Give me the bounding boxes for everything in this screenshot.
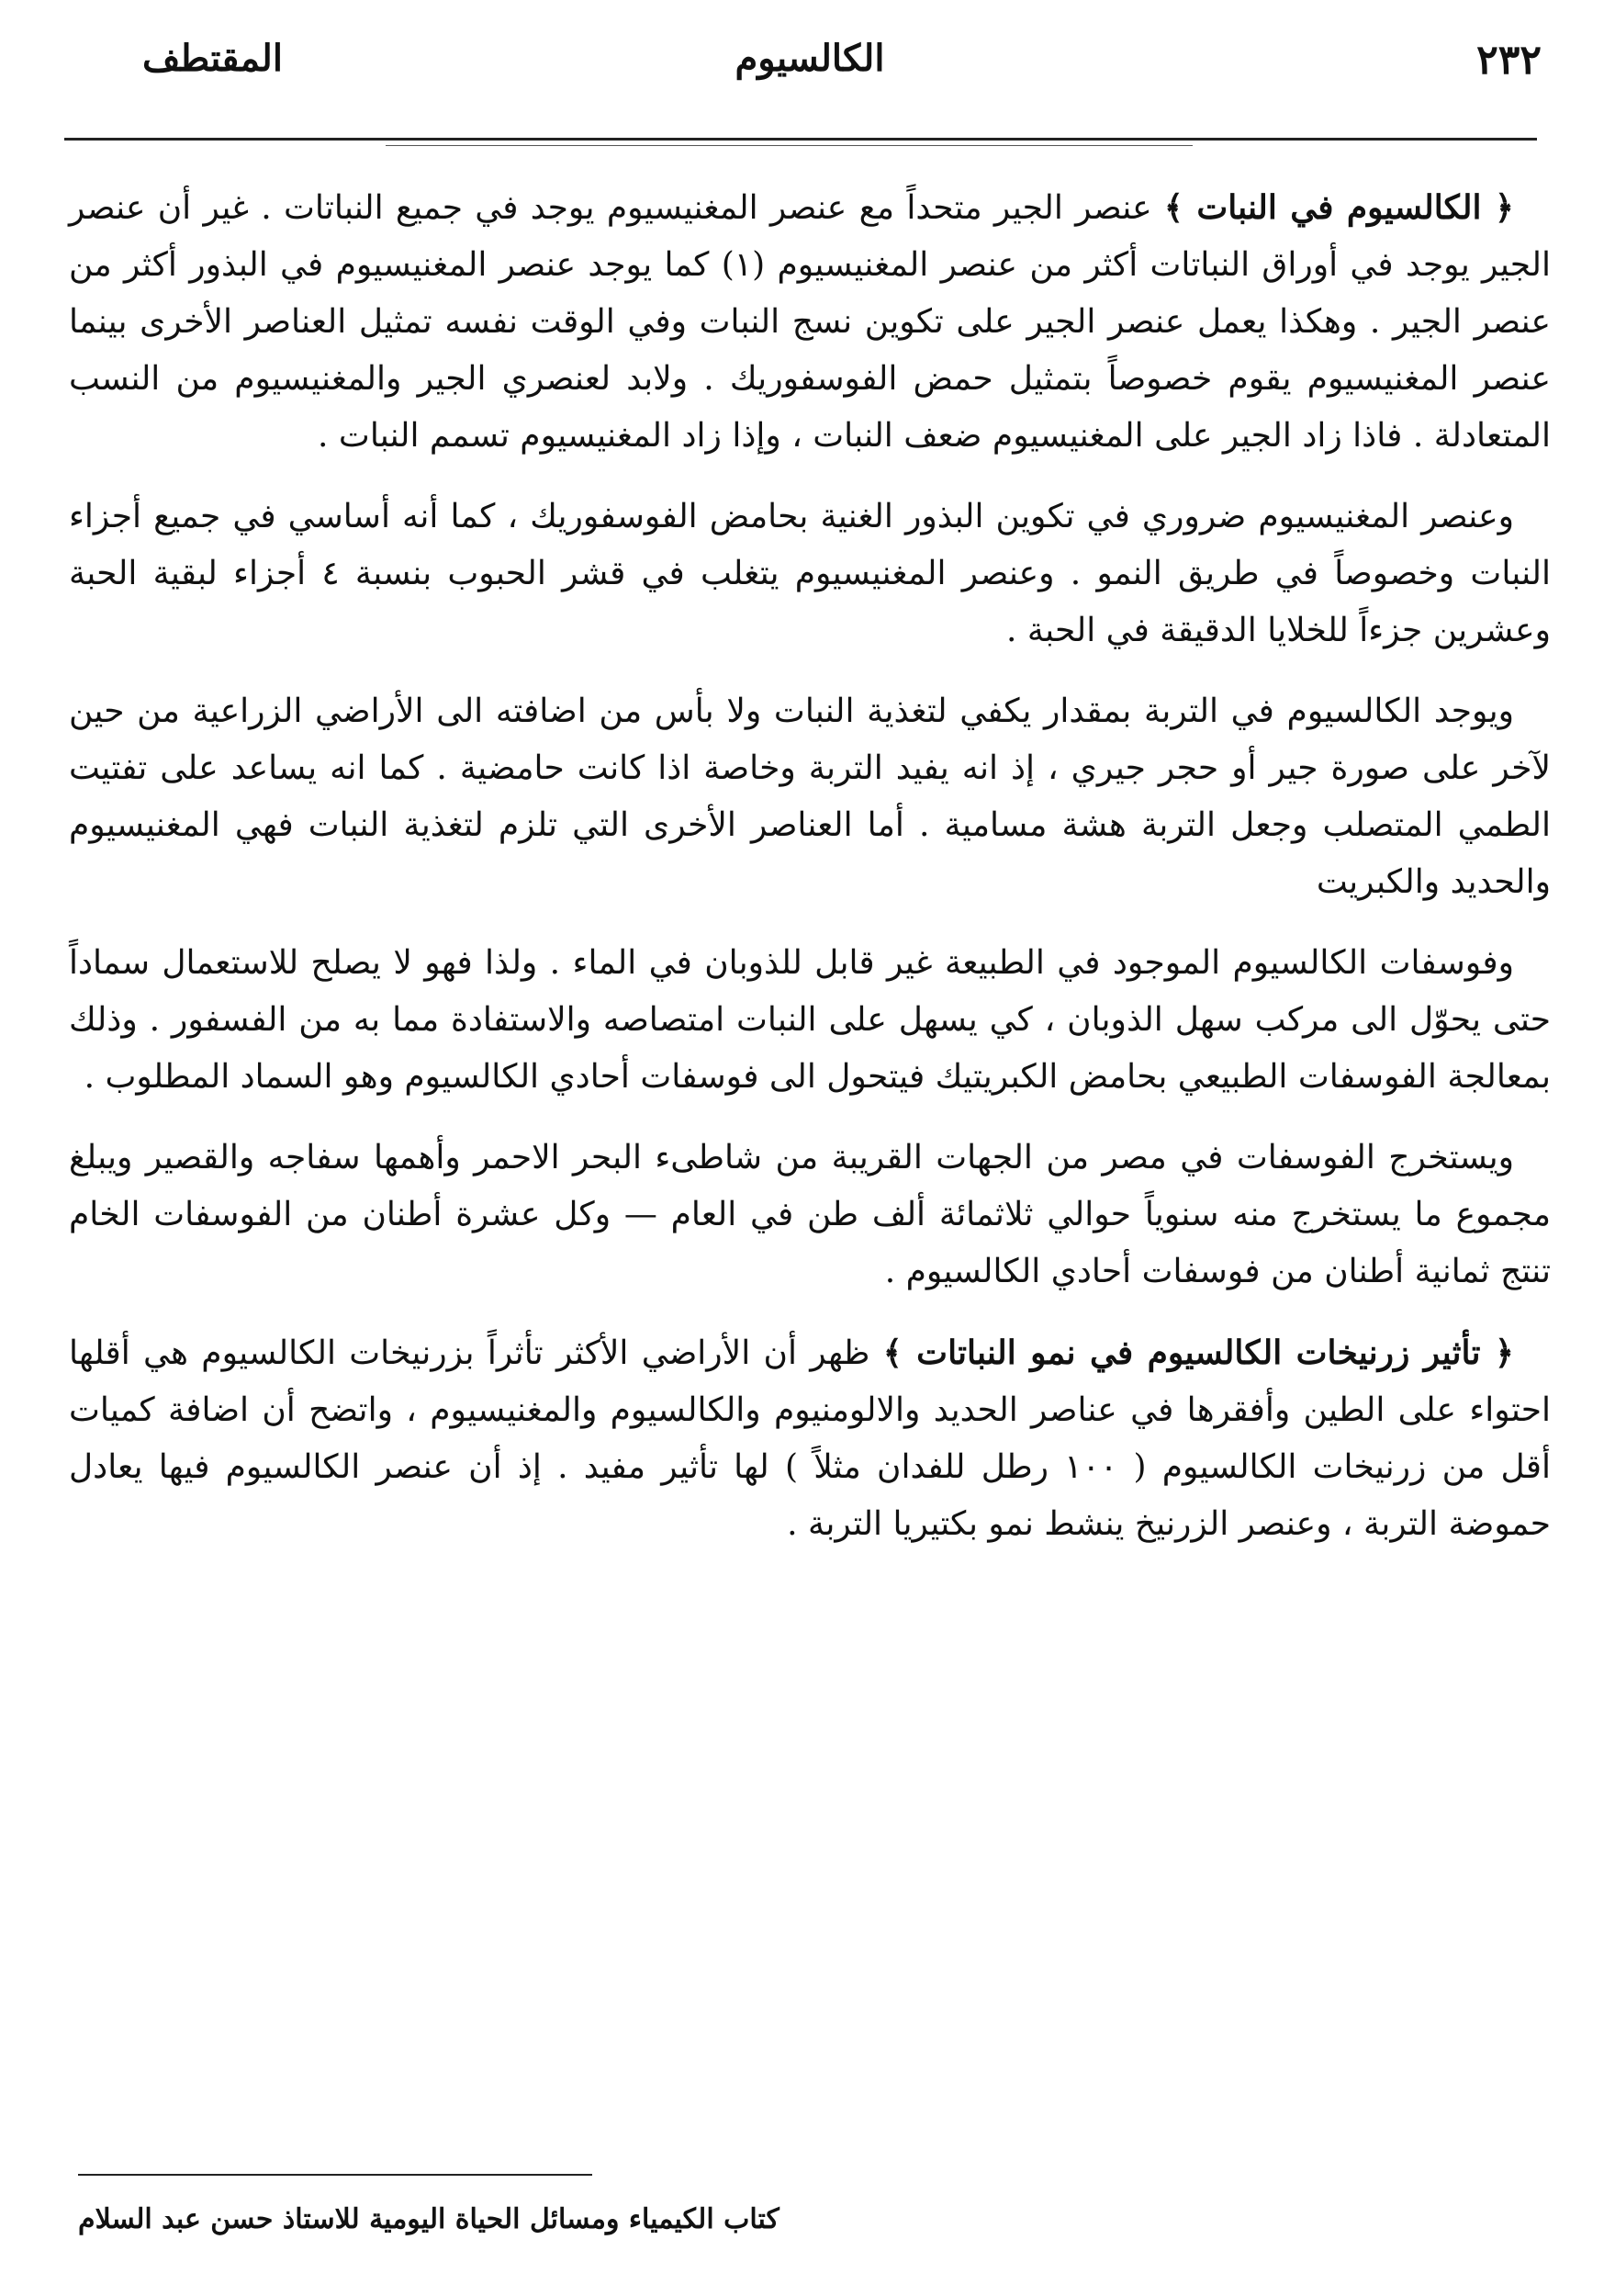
paragraph-text: وعنصر المغنيسيوم ضروري في تكوين البذور الغنية بحامض الفوسفوريك ، كما أنه أساسي في جميع أجزاء النبات وخصوصاً في طريق النمو . وعنصر المغنيسيوم يتغلب في قشر الحبوب بنسبة ٤ أجزاء لبقية الحبة وعشرين جزءاً للخلايا الدقيقة في الحبة . xyxy=(69,498,1551,649)
running-head xyxy=(69,37,1551,101)
paragraph-calcium-arsenate xyxy=(69,1324,1551,1553)
paragraph-phosphate-egypt xyxy=(69,1130,1551,1300)
paragraph-calcium-in-soil xyxy=(69,683,1551,911)
article-body xyxy=(69,179,1551,1577)
page-number: ٢٣٢ xyxy=(1476,37,1542,84)
paragraph-calcium-phosphate xyxy=(69,935,1551,1106)
paragraph-text: عنصر الجير متحداً مع عنصر المغنيسيوم يوجد في جميع النباتات . غير أن عنصر الجير يوجد في أوراق النباتات أكثر من عنصر المغنيسيوم (١) كما يوجد عنصر المغنيسيوم في البذور أكثر من عنصر الجير . وهكذا يعمل عنصر الجير على تكوين نسج النبات وفي الوقت نفسه تمثيل العناصر الأخرى بينما عنصر المغنيسيوم يقوم خصوصاً بتمثيل حمض الفوسفوريك . ولابد لعنصري الجير والمغنيسيوم من النسب المتعادلة . فاذا زاد الجير على المغنيسيوم ضعف النبات ، وإذا زاد المغنيسيوم تسمم النبات . xyxy=(69,189,1551,455)
section-heading: ﴿ الكالسيوم في النبات ﴾ xyxy=(1163,188,1514,227)
paragraph-text: ويوجد الكالسيوم في التربة بمقدار يكفي لتغذية النبات ولا بأس من اضافته الى الأراضي الزراعية من حين لآخر على صورة جير أو حجر جيري ، إذ انه يفيد التربة وخاصة اذا كانت حامضية . كما انه يساعد على تفتيت الطمي المتصلب وجعل التربة هشة مسامية . أما العناصر الأخرى التي تلزم لتغذية النبات فهي المغنيسيوم والحديد والكبريت xyxy=(69,692,1551,901)
journal-title: المقتطف xyxy=(142,37,283,80)
header-rule-thin xyxy=(386,145,1193,146)
paragraph-text: ويستخرج الفوسفات في مصر من الجهات القريبة من شاطىء البحر الاحمر وأهمها سفاجه والقصير ويبلغ مجموع ما يستخرج منه سنوياً حوالي ثلاثمائة ألف طن في العام — وكل عشرة أطنان من الفوسفات الخام تنتج ثمانية أطنان من فوسفات أحادي الكالسيوم . xyxy=(69,1139,1551,1290)
paragraph-magnesium xyxy=(69,489,1551,659)
paragraph-text: وفوسفات الكالسيوم الموجود في الطبيعة غير قابل للذوبان في الماء . ولذا فهو لا يصلح للاستعمال سماداً حتى يحوّل الى مركب سهل الذوبان ، كي يسهل على النبات امتصاصه والاستفادة مما به من الفسفور . وذلك بمعالجة الفوسفات الطبيعي بحامض الكبريتيك فيتحول الى فوسفات أحادي الكالسيوم وهو السماد المطلوب . xyxy=(69,944,1551,1096)
header-rule xyxy=(64,138,1537,141)
section-heading: ﴿ تأثير زرنيخات الكالسيوم في نمو النباتات ﴾ xyxy=(882,1334,1514,1372)
footnote-rule xyxy=(78,2174,592,2176)
paragraph-text: ظهر أن الأراضي الأكثر تأثراً بزرنيخات الكالسيوم هي أقلها احتواء على الطين وأفقرها في عناصر الحديد والالومنيوم والكالسيوم والمغنيسيوم ، واتضح أن اضافة كميات أقل من زرنيخات الكالسيوم ( ١٠٠ رطل للفدان مثلاً ) لها تأثير مفيد . إذ أن عنصر الكالسيوم فيها يعادل حموضة التربة ، وعنصر الزرنيخ ينشط نمو بكتيريا التربة . xyxy=(69,1334,1551,1543)
footnote: كتاب الكيمياء ومسائل الحياة اليومية للاستاذ حسن عبد السلام xyxy=(78,2203,779,2235)
chapter-title: الكالسيوم xyxy=(735,37,885,80)
paragraph-calcium-in-plants xyxy=(69,179,1551,465)
